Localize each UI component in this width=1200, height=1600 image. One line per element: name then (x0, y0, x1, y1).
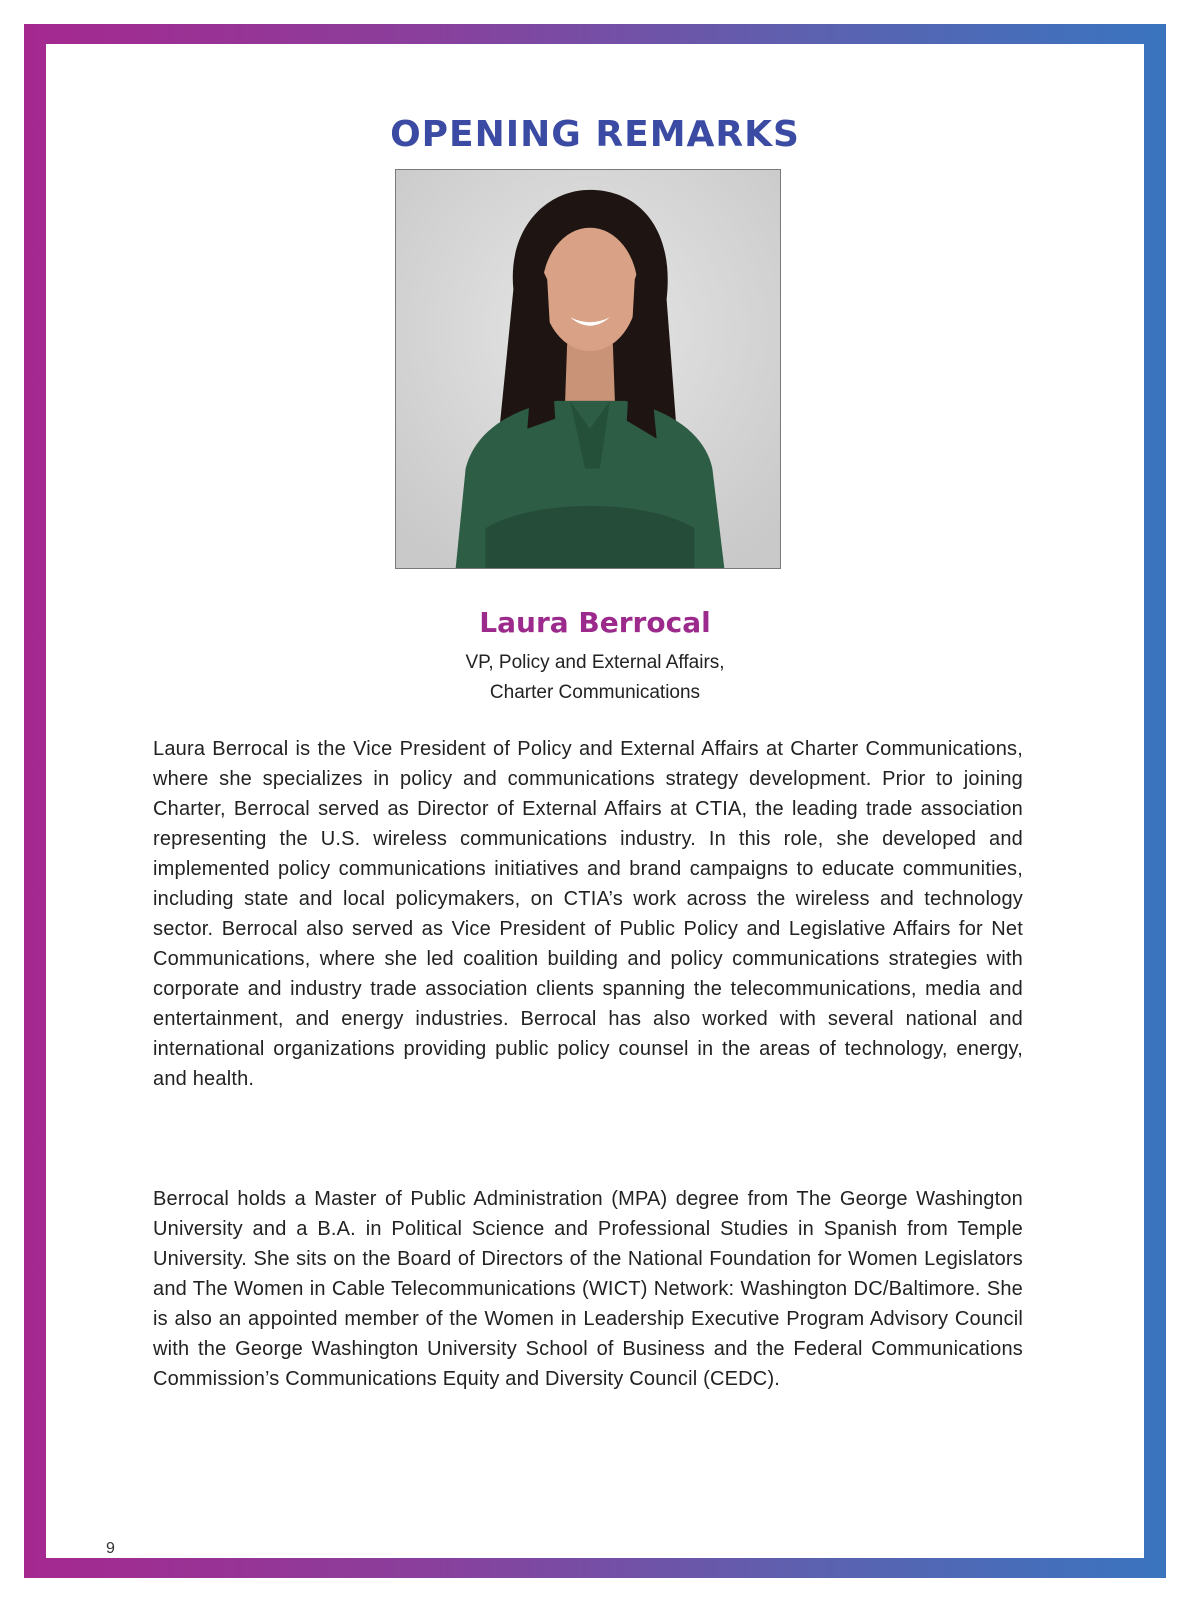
speaker-organization: Charter Communications (489, 682, 701, 703)
portrait-illustration (396, 170, 780, 568)
bio-paragraph: Laura Berrocal is the Vice President of Policy and External Affairs at Charter Communications, where she specializes in policy and communications strategy development. Prior to joining Charter, Berrocal served as Director of External Affairs at CTIA, the leading trade association representing the U.S. wireless communications industry. In this role, she developed and implemented policy communications initiatives and brand campaigns to educate communities, including state and local policymakers, on CTIA’s work across the wireless and technology sector. Berrocal also served as Vice President of Public Policy and Legislative Affairs for Net Communications, where she led coalition building and policy communications strategies with corporate and industry trade association clients spanning the telecommunications, media and entertainment, and energy industries. Berrocal has also worked with several national and international organizations providing public policy counsel in the areas of technology, energy, and health. (153, 738, 1023, 1090)
bio-paragraph: Berrocal holds a Master of Public Administration (MPA) degree from The George Washington University and a B.A. in Political Science and Professional Studies in Spanish from Temple University. She sits on the Board of Directors of the National Foundation for Women Legislators and The Women in Cable Telecommunications (WICT) Network: Washington DC/Baltimore. She is also an appointed member of the Women in Leadership Executive Program Advisory Council with the George Washington University School of Business and the Federal Communications Commission’s Communications Equity and Diversity Council (CEDC). (153, 1188, 1023, 1390)
speaker-name: Laura Berrocal (479, 606, 711, 639)
page-border (24, 24, 1166, 1578)
speaker-title: VP, Policy and External Affairs, (465, 652, 725, 673)
speaker-photo (395, 169, 781, 569)
page-number: 9 (106, 1540, 115, 1557)
page-content (46, 44, 1144, 1558)
page-title: OPENING REMARKS (390, 114, 800, 155)
